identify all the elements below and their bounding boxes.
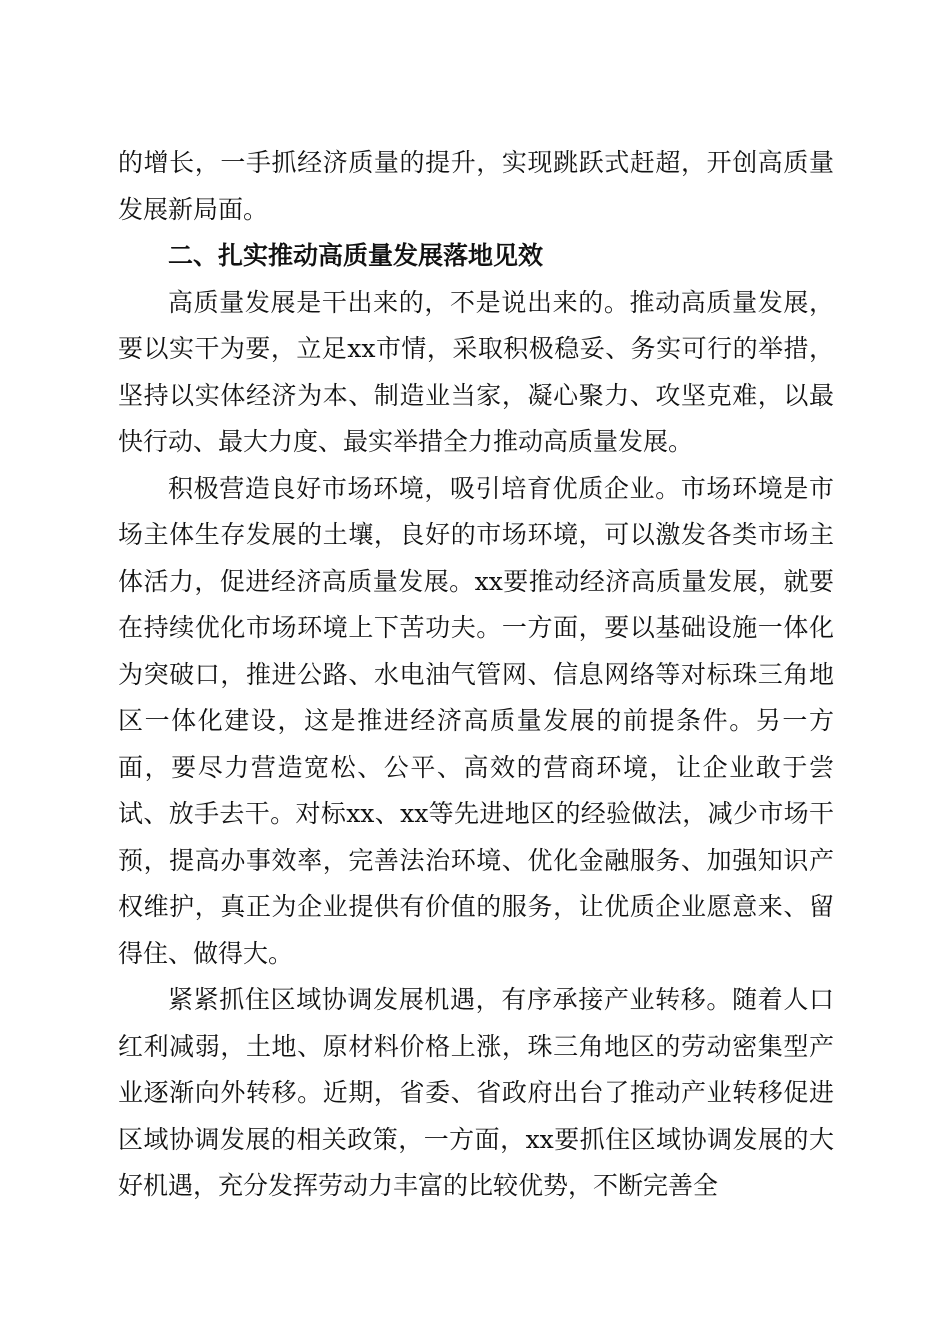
section-heading: 二、扎实推动高质量发展落地见效: [168, 241, 544, 270]
document-body: [118, 140, 834, 1210]
paragraph-intro: 高质量发展是干出来的，不是说出来的。推动高质量发展，要以实干为要，立足xx市情，采取积极稳妥、务实可行的举措，坚持以实体经济为本、制造业当家，凝心聚力、攻坚克难，以最快行动、最大力度、最实举措全力推动高质量发展。: [118, 287, 834, 456]
paragraph-market-environment: 积极营造良好市场环境，吸引培育优质企业。市场环境是市场主体生存发展的土壤，良好的市场环境，可以激发各类市场主体活力，促进经济高质量发展。xx要推动经济高质量发展，就要在持续优化市场环境上下苦功夫。一方面，要以基础设施一体化为突破口，推进公路、水电油气管网、信息网络等对标珠三角地区一体化建设，这是推进经济高质量发展的前提条件。另一方面，要尽力营造宽松、公平、高效的营商环境，让企业敢于尝试、放手去干。对标xx、xx等先进地区的经验做法，减少市场干预，提高办事效率，完善法治环境、优化金融服务、加强知识产权维护，真正为企业提供有价值的服务，让优质企业愿意来、留得住、做得大。: [118, 473, 834, 968]
paragraph-regional-coordination: 紧紧抓住区域协调发展机遇，有序承接产业转移。随着人口红利减弱，土地、原材料价格上涨，珠三角地区的劳动密集型产业逐渐向外转移。近期，省委、省政府出台了推动产业转移促进区域协调发展的相关政策，一方面，xx要抓住区域协调发展的大好机遇，充分发挥劳动力丰富的比较优势，不断完善全: [118, 985, 834, 1200]
paragraph-continued: 的增长，一手抓经济质量的提升，实现跳跃式赶超，开创高质量发展新局面。: [118, 148, 834, 224]
